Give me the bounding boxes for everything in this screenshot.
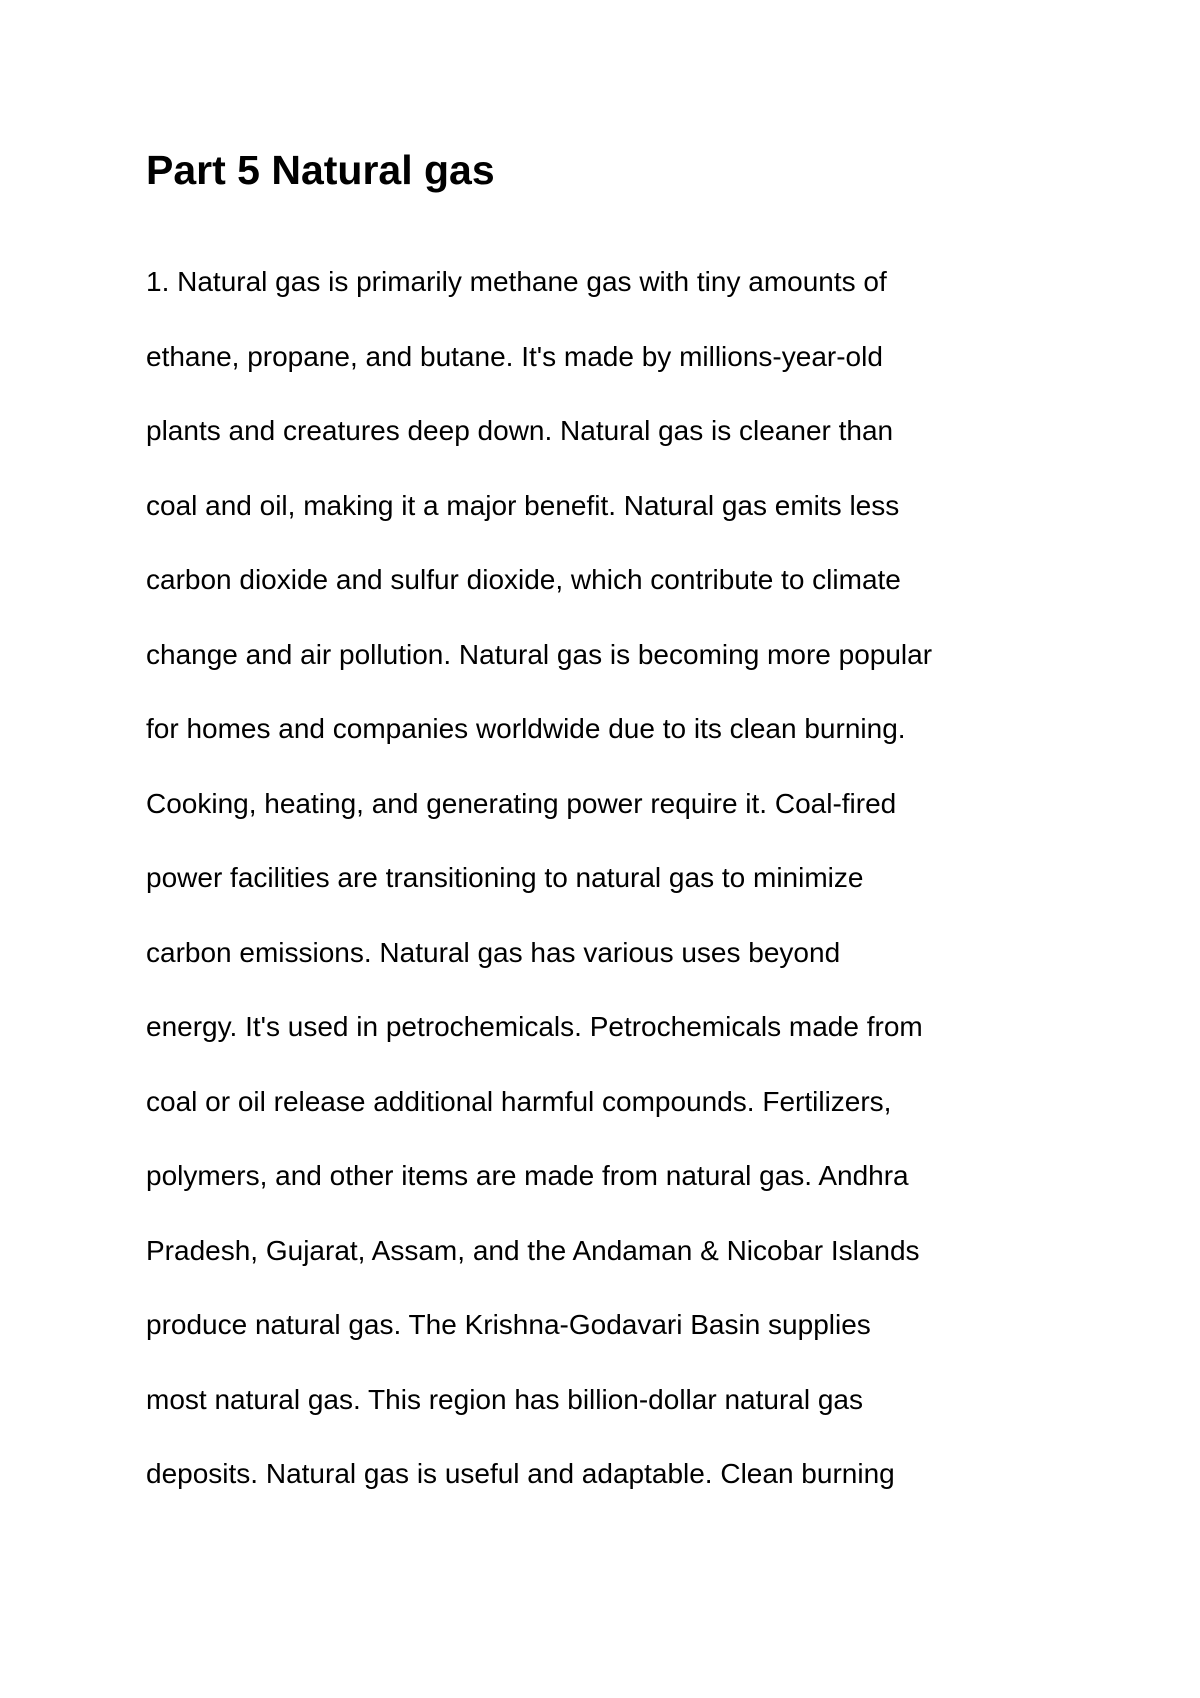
page-title: Part 5 Natural gas [146,147,495,193]
text-line: carbon emissions. Natural gas has various uses beyond [146,936,841,968]
text-line: energy. It's used in petrochemicals. Petrochemicals made from [146,1011,923,1042]
text-line: carbon dioxide and sulfur dioxide, which contribute to climate [146,564,901,595]
text-line: coal and oil, making it a major benefit. Natural gas emits less [146,489,900,521]
text-line: Cooking, heating, and generating power require it. Coal-fired [146,787,897,819]
text-line: coal or oil release additional harmful compounds. Fertilizers, [146,1085,892,1117]
body-paragraph [146,262,1106,1529]
text-line: ethane, propane, and butane. It's made by millions-year-old [146,340,883,372]
text-line: polymers, and other items are made from natural gas. Andhra [146,1160,909,1191]
text-line: power facilities are transitioning to natural gas to minimize [146,862,864,893]
text-line: produce natural gas. The Krishna-Godavari Basin supplies [146,1309,871,1340]
text-line: most natural gas. This region has billion-dollar natural gas [146,1383,863,1415]
text-line: deposits. Natural gas is useful and adaptable. Clean burning [146,1458,895,1489]
text-line: for homes and companies worldwide due to its clean burning. [146,713,906,744]
text-line: 1. Natural gas is primarily methane gas with tiny amounts of [146,266,887,297]
text-line: change and air pollution. Natural gas is becoming more popular [146,638,933,670]
text-line: plants and creatures deep down. Natural gas is cleaner than [146,415,894,446]
text-line: Pradesh, Gujarat, Assam, and the Andaman & Nicobar Islands [146,1234,920,1266]
